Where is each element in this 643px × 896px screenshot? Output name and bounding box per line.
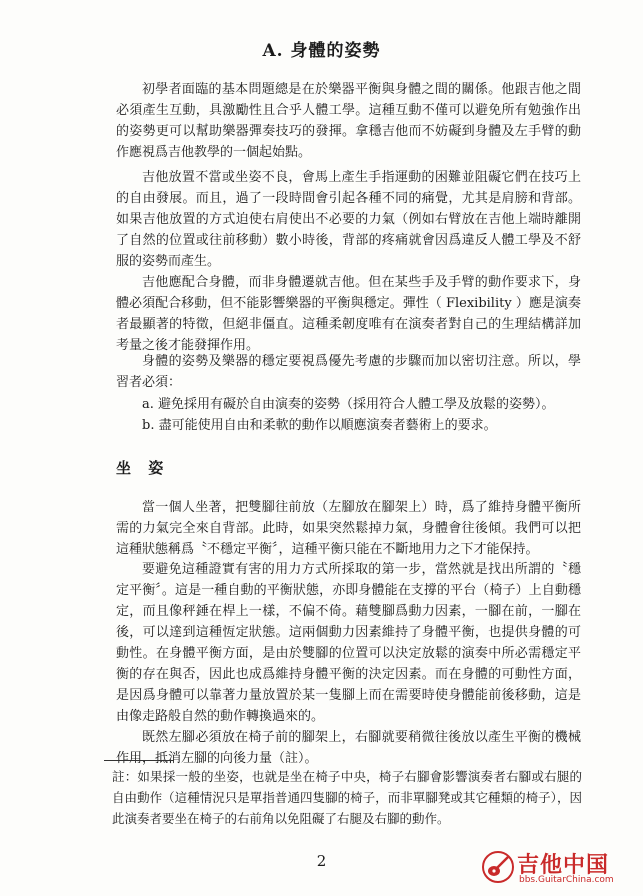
section-heading: 坐 姿	[116, 459, 170, 477]
page-title: A. 身體的姿勢	[262, 41, 381, 61]
watermark-url: bbs.GuitarChina.com	[519, 875, 614, 885]
footnote: 註：如果採一般的坐姿，也就是坐在椅子中央，椅子右腳會影響演奏者右腳或右腿的自由動作（這種情況只是單指普通四隻腳的椅子，而非單腳凳或其它種類的椅子），因此演奏者要坐在椅子的右前角以免阻礙了右腿及右腳的動作。	[112, 769, 582, 826]
guitar-logo-icon	[481, 850, 515, 884]
requirement-a: a. 避免採用有礙於自由演奏的姿勢（採用符合人體工學及放鬆的姿勢）。	[142, 397, 555, 412]
intro-paragraph-1: 初學者面臨的基本問題總是在於樂器平衡與身體之間的關係。他跟吉他之間必須產生互動，具激勵性且合乎人體工學。這種互動不僅可以避免所有勉強作出的姿勢更可以幫助樂器彈奏技巧的發揮。拿穩吉他而不妨礙到身體及左手臂的動作應視爲吉他教學的一個起始點。	[116, 82, 581, 160]
site-watermark	[481, 848, 631, 888]
watermark-title: 吉他中国	[517, 853, 610, 878]
sitting-paragraph-2: 要避免這種證實有害的用力方式所採取的第一步，當然就是找出所謂的〝穩定平衡〞。這是一種自動的平衡狀態，亦即身體能在支撐的平台（椅子）上自動穩定，而且像秤錘在桿上一樣，不偏不倚。藉雙腳爲動力因素，一腳在前，一腳在後，可以達到這種恆定狀態。這兩個動力因素維持了身體平衡，也提供身體的可動性。在身體平衡方面，是由於雙腳的位置可以決定放鬆的演奏中所必需穩定平衡的存在與否，因此也成爲維持身體平衡的決定因素。而在身體的可動性方面，是因爲身體可以靠著力量放置於某一隻腳上而在需要時使身體能前後移動，這是由像走路般自然的動作轉換過來的。	[116, 562, 581, 724]
sitting-paragraph-3: 既然左腳必須放在椅子前的腳架上，右腳就要稍微往後放以產生平衡的機械作用，抵消左腳的向後力量（註）。	[116, 730, 581, 766]
intro-paragraph-2: 吉他放置不當或坐姿不良，會馬上產生手指運動的困難並阻礙它們在技巧上的自由發展。而且，過了一段時間會引起各種不同的痛覺，尤其是肩膀和背部。如果吉他放置的方式迫使右肩使出不必要的力氣（例如右臂放在吉他上端時離開了自然的位置或往前移動）數小時後，背部的疼痛就會因爲違反人體工學及不舒服的姿勢而產生。	[116, 170, 581, 269]
footnote-divider	[104, 760, 174, 761]
page-number: 2	[316, 852, 327, 870]
intro-paragraph-4: 身體的姿勢及樂器的穩定要視爲優先考慮的步驟而加以密切注意。所以，學習者必須：	[116, 354, 581, 390]
requirement-b: b. 盡可能使用自由和柔軟的動作以順應演奏者藝術上的要求。	[142, 418, 497, 433]
intro-paragraph-3: 吉他應配合身體，而非身體遷就吉他。但在某些手及手臂的動作要求下，身體必須配合移動，但不能影響樂器的平衡與穩定。彈性（ Flexibility ）應是演奏者最顯著的特徵，但絕非僵直。這種柔韌度唯有在演奏者對自己的生理結構詳加考量之後才能發揮作用。	[116, 275, 581, 353]
sitting-paragraph-1: 當一個人坐著，把雙腳往前放（左腳放在腳架上）時，爲了維持身體平衡所需的力氣完全來自背部。此時，如果突然鬆掉力氣，身體會往後傾。我們可以把這種狀態稱爲〝不穩定平衡〞，這種平衡只能在不斷地用力之下才能保持。	[116, 500, 581, 557]
